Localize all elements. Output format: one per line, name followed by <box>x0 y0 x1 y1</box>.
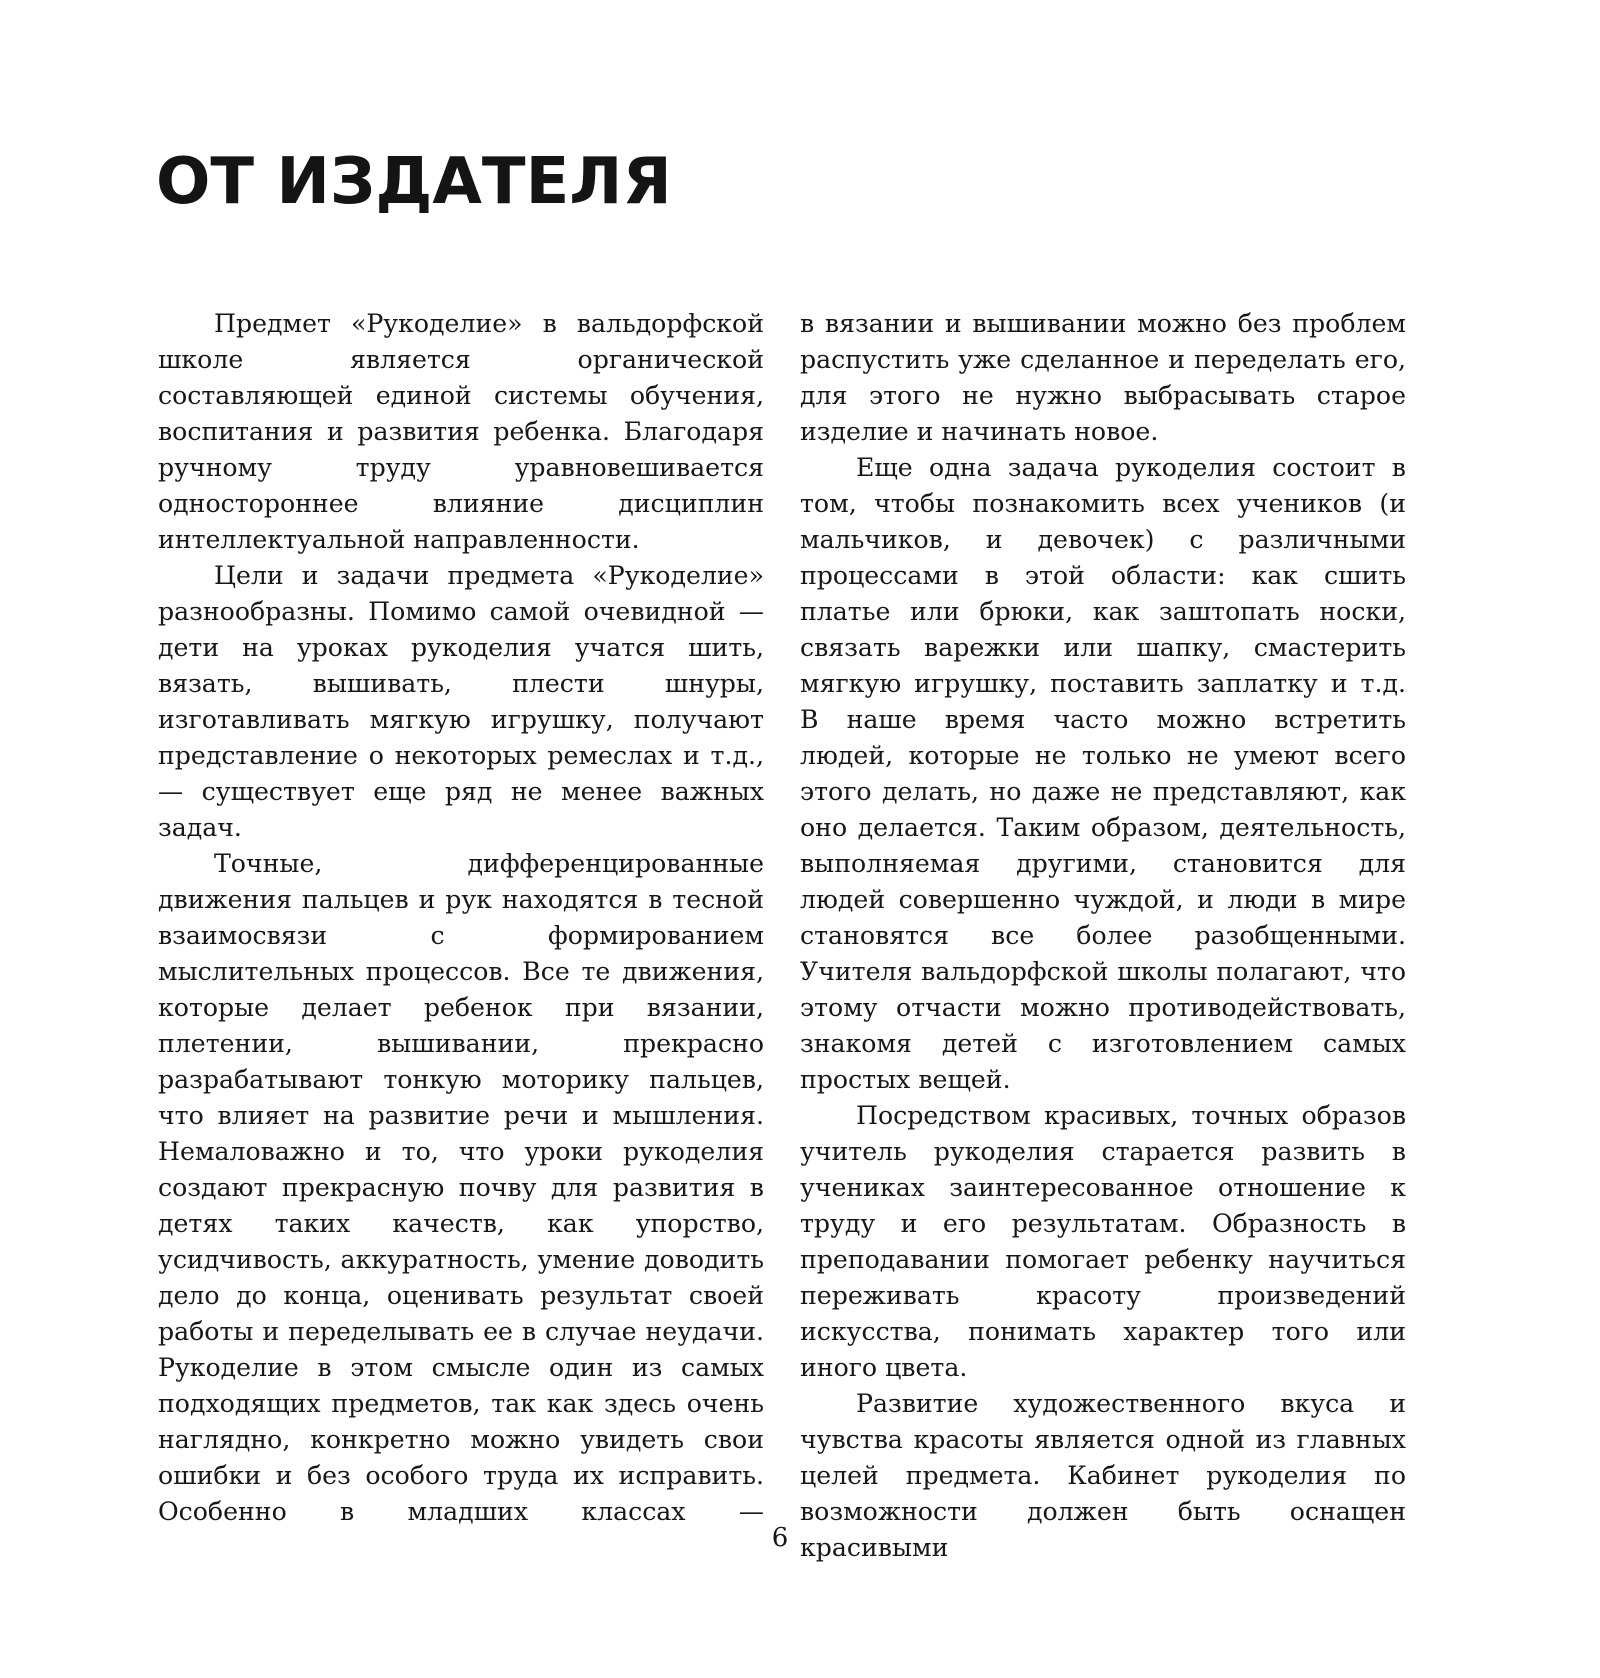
paragraph: Цели и задачи предмета «Рукоделие» разнообразны. Помимо самой очевидной — дети на уроках рукоделия учатся шить, вязать, вышивать, плести шнуры, изготавливать мягкую игрушку, получают представление о некоторых ремеслах и т.д., — существует еще ряд не менее важных задач. <box>158 561 764 842</box>
page-number: 6 <box>771 1523 789 1553</box>
page-title: ОТ ИЗДАТЕЛЯ <box>156 145 672 219</box>
text-column-left <box>158 306 764 1530</box>
paragraph: Предмет «Рукоделие» в вальдорфской школе является органической составляющей единой системы обучения, воспитания и развития ребенка. Благодаря ручному труду уравновешивается одностороннее влияние дисциплин интеллектуальной направленности. <box>158 309 764 554</box>
paragraph: Развитие художественного вкуса и чувства красоты является одной из главных целей предмета. Кабинет рукоделия по возможности должен быть оснащен красивыми <box>800 1389 1406 1562</box>
text-column-right <box>800 306 1406 1566</box>
paragraph: в вязании и вышивании можно без проблем распустить уже сделанное и переделать его, для этого не нужно выбрасывать старое изделие и начинать новое. <box>800 309 1406 446</box>
paragraph: Точные, дифференцированные движения пальцев и рук находятся в тесной взаимосвязи с формированием мыслительных процессов. Все те движения, которые делает ребенок при вязании, плетении, вышивании, прекрасно разрабатывают тонкую моторику пальцев, что влияет на развитие речи и мышления. Немаловажно и то, что уроки рукоделия создают прекрасную почву для развития в детях таких качеств, как упорство, усидчивость, аккуратность, умение доводить дело до конца, оценивать результат своей работы и переделывать ее в случае неудачи. Рукоделие в этом смысле один из самых подходящих предметов, так как здесь очень наглядно, конкретно можно увидеть свои ошибки и без особого труда их исправить. Особенно в младших классах — <box>158 849 764 1526</box>
paragraph: Посредством красивых, точных образов учитель рукоделия старается развить в учениках заинтересованное отношение к труду и его результатам. Образность в преподавании помогает ребенку научиться переживать красоту произведений искусства, понимать характер того или иного цвета. <box>800 1101 1406 1382</box>
paragraph: Еще одна задача рукоделия состоит в том, чтобы познакомить всех учеников (и мальчиков, и девочек) с различными процессами в этой области: как сшить платье или брюки, как заштопать носки, связать варежки или шапку, смастерить мягкую игрушку, поставить заплатку и т.д. В наше время часто можно встретить людей, которые не только не умеют всего этого делать, но даже не представляют, как оно делается. Таким образом, деятельность, выполняемая другими, становится для людей совершенно чуждой, и люди в мире становятся все более разобщенными. Учителя вальдорфской школы полагают, что этому отчасти можно противодействовать, знакомя детей с изготовлением самых простых вещей. <box>800 453 1406 1094</box>
